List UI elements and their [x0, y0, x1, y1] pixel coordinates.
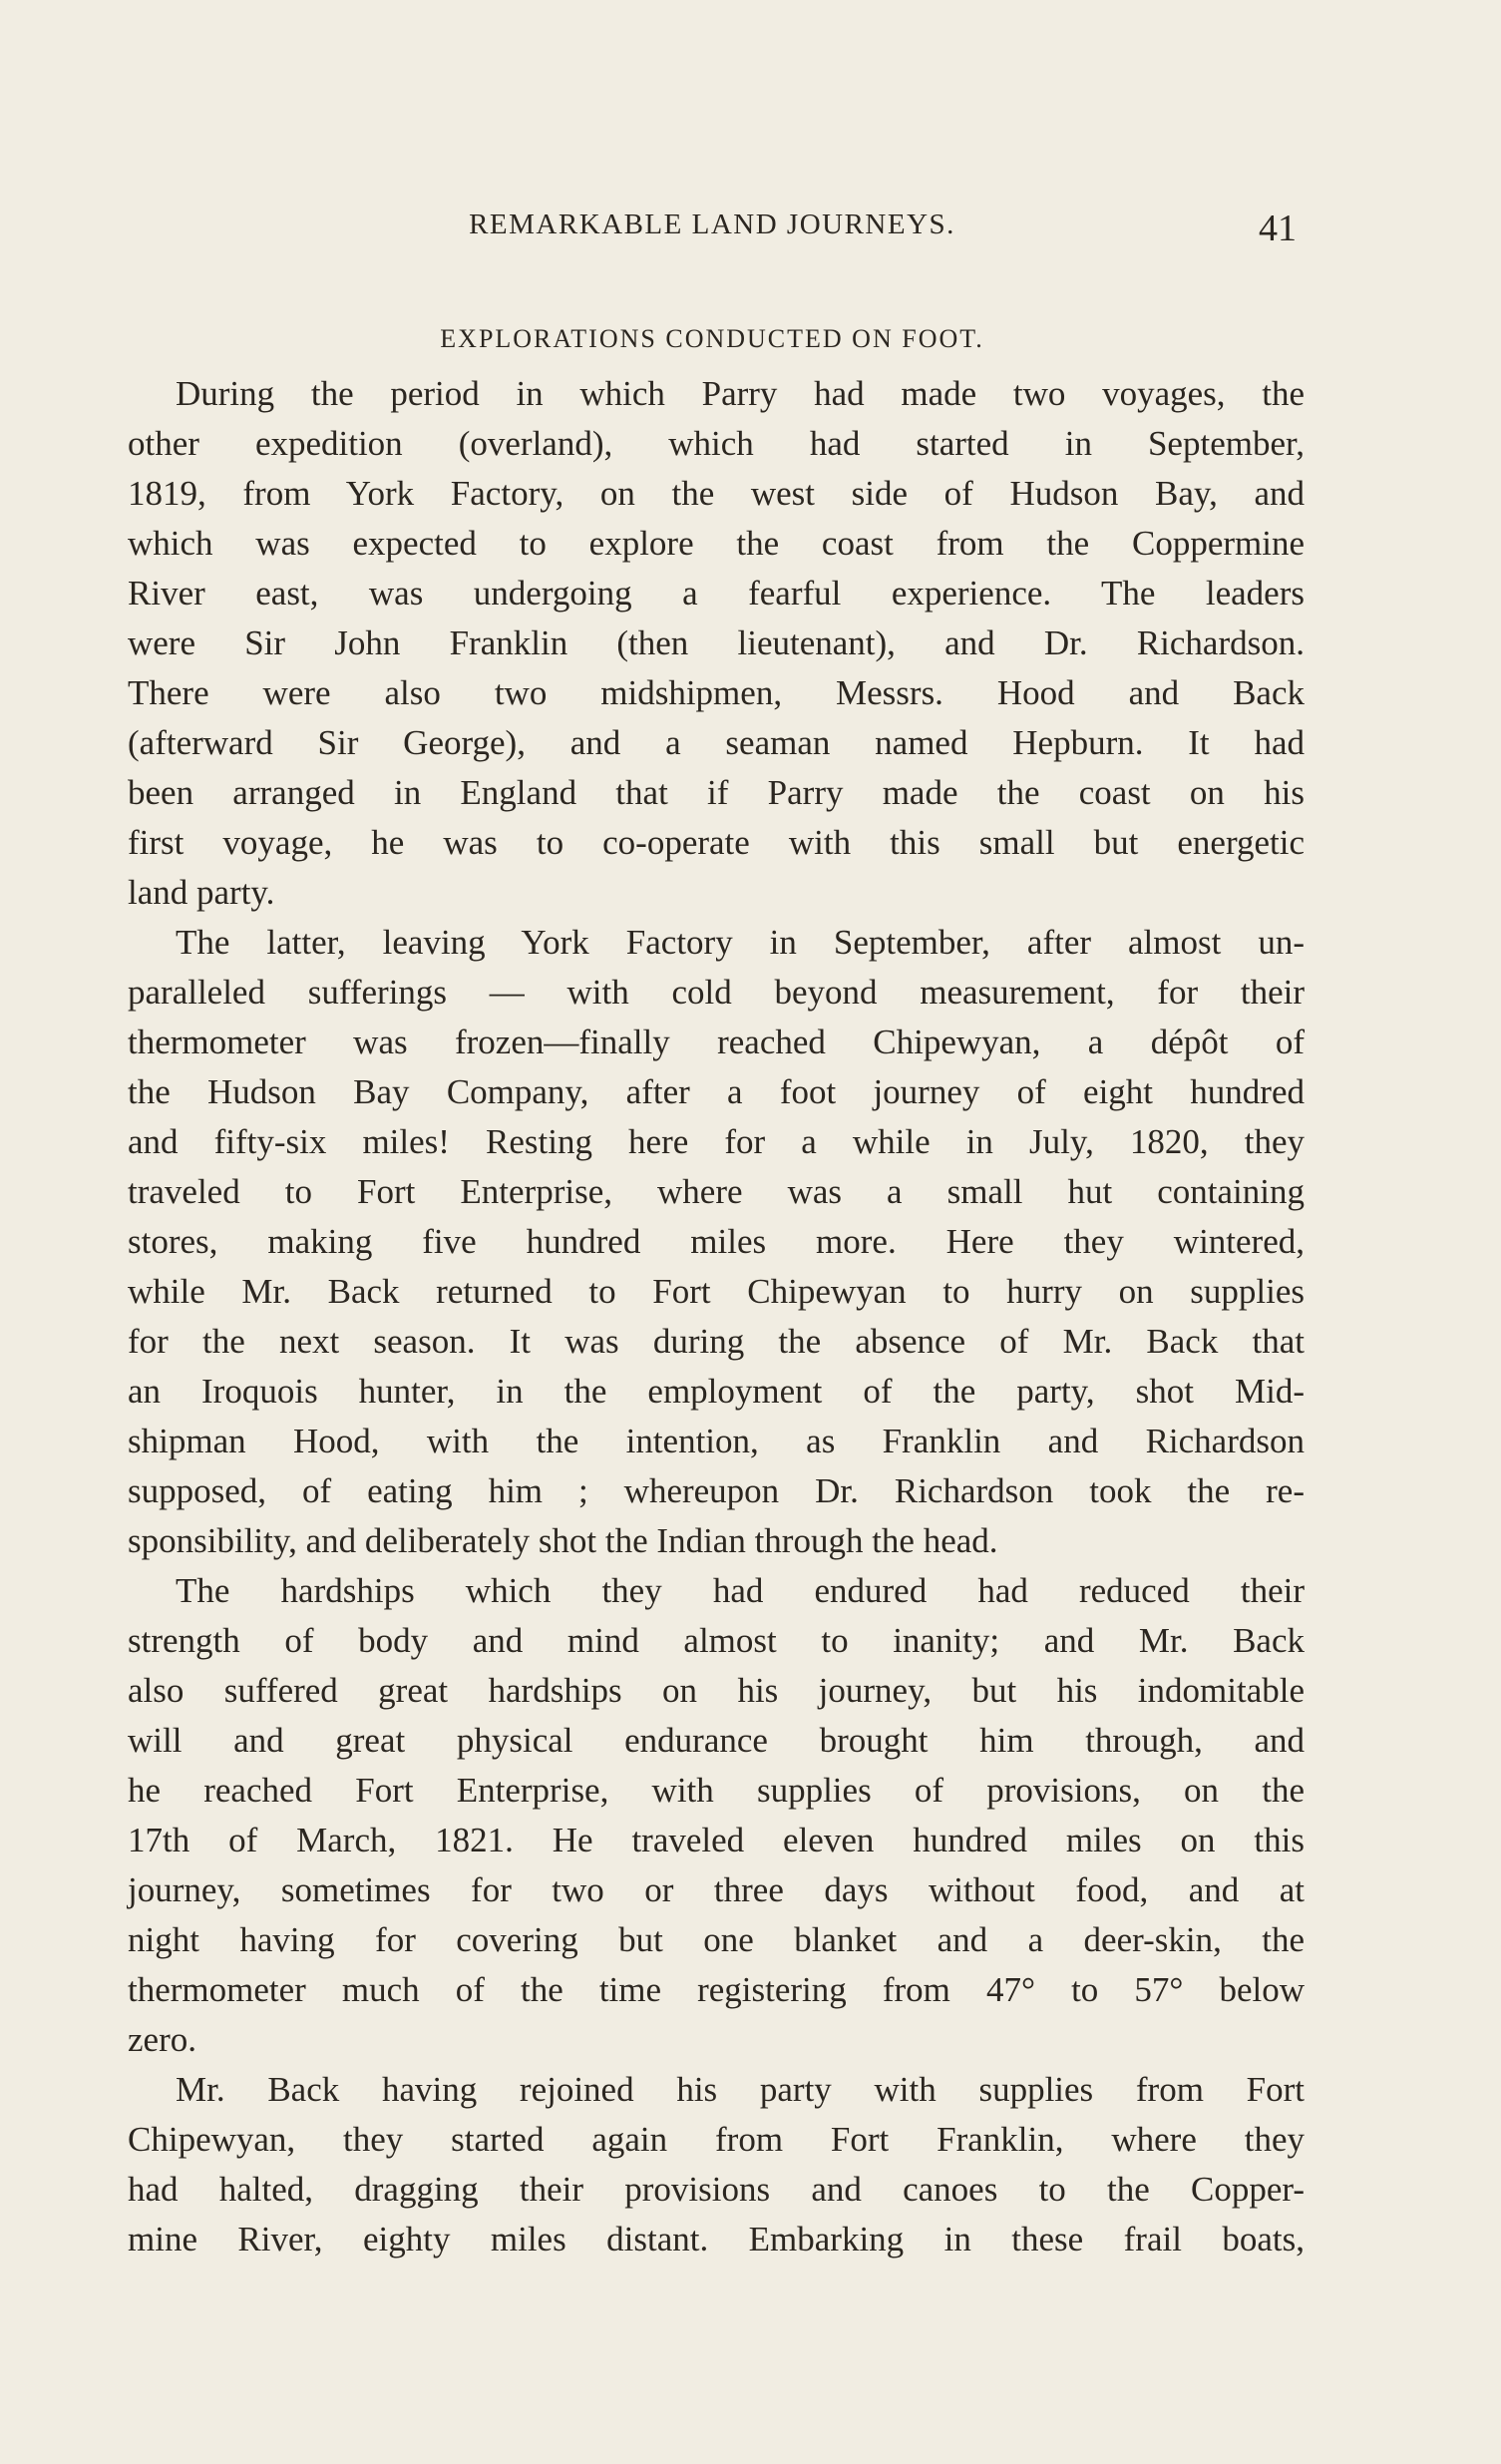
text-line: zero.	[128, 2020, 196, 2059]
text-line: During the period in which Parry had made two voyages, the	[176, 374, 1305, 413]
text-line: will and great physical endurance brought him through, and	[128, 1721, 1305, 1760]
text-line: strength of body and mind almost to inanity; and Mr. Back	[128, 1621, 1305, 1660]
text-line: There were also two midshipmen, Messrs. Hood and Back	[128, 673, 1305, 712]
running-head	[128, 200, 1297, 249]
text-line: were Sir John Franklin (then lieutenant), and Dr. Richardson.	[128, 623, 1305, 662]
text-line: (afterward Sir George), and a seaman named Hepburn. It had	[128, 723, 1305, 762]
text-line: shipman Hood, with the intention, as Franklin and Richardson	[128, 1422, 1305, 1460]
page-number: 41	[1259, 207, 1297, 249]
running-title: REMARKABLE LAND JOURNEYS.	[469, 208, 955, 240]
text-line: had halted, dragging their provisions and canoes to the Copper-	[128, 2170, 1305, 2209]
text-line: paralleled sufferings — with cold beyond measurement, for their	[128, 973, 1305, 1012]
text-line: first voyage, he was to co-operate with this small but energetic	[128, 823, 1305, 862]
section-heading: EXPLORATIONS CONDUCTED ON FOOT.	[440, 324, 984, 353]
text-line: thermometer much of the time registering from 47° to 57° below	[128, 1970, 1305, 2009]
text-line: journey, sometimes for two or three days without food, and at	[128, 1870, 1305, 1909]
text-line: traveled to Fort Enterprise, where was a small hut containing	[128, 1172, 1305, 1211]
text-line: 1819, from York Factory, on the west side of Hudson Bay, and	[128, 474, 1305, 513]
text-line: which was expected to explore the coast from the Coppermine	[128, 524, 1305, 563]
text-line: supposed, of eating him ; whereupon Dr. Richardson took the re-	[128, 1471, 1305, 1510]
paragraph-2	[128, 918, 1305, 1566]
text-line: The hardships which they had endured had reduced their	[176, 1571, 1305, 1610]
text-line: 17th of March, 1821. He traveled eleven hundred miles on this	[128, 1821, 1305, 1859]
text-line: he reached Fort Enterprise, with supplies of provisions, on the	[128, 1771, 1305, 1810]
text-line: stores, making five hundred miles more. Here they wintered,	[128, 1222, 1305, 1261]
text-line: the Hudson Bay Company, after a foot journey of eight hundred	[128, 1072, 1305, 1111]
text-line: Mr. Back having rejoined his party with supplies from Fort	[176, 2070, 1305, 2109]
text-line: Chipewyan, they started again from Fort Franklin, where they	[128, 2120, 1305, 2159]
text-line: other expedition (overland), which had started in September,	[128, 424, 1305, 463]
text-line: night having for covering but one blanket and a deer-skin, the	[128, 1920, 1305, 1959]
paragraph-4	[128, 2065, 1305, 2264]
text-line: The latter, leaving York Factory in September, after almost un-	[176, 923, 1305, 962]
text-line: River east, was undergoing a fearful experience. The leaders	[128, 574, 1305, 613]
text-line: land party.	[128, 873, 275, 912]
paragraph-3	[128, 1566, 1305, 2065]
text-line: while Mr. Back returned to Fort Chipewyan to hurry on supplies	[128, 1272, 1305, 1311]
paragraph-1	[128, 369, 1305, 918]
text-line: sponsibility, and deliberately shot the Indian through the head.	[128, 1521, 998, 1560]
text-line: been arranged in England that if Parry made the coast on his	[128, 773, 1305, 812]
body-text	[128, 369, 1305, 2264]
text-line: mine River, eighty miles distant. Embarking in these frail boats,	[128, 2220, 1305, 2259]
text-line: an Iroquois hunter, in the employment of the party, shot Mid-	[128, 1372, 1305, 1411]
text-line: thermometer was frozen—finally reached Chipewyan, a dépôt of	[128, 1023, 1305, 1061]
text-line: also suffered great hardships on his journey, but his indomitable	[128, 1671, 1305, 1710]
text-line: and fifty-six miles! Resting here for a while in July, 1820, they	[128, 1122, 1305, 1161]
text-line: for the next season. It was during the absence of Mr. Back that	[128, 1322, 1305, 1361]
